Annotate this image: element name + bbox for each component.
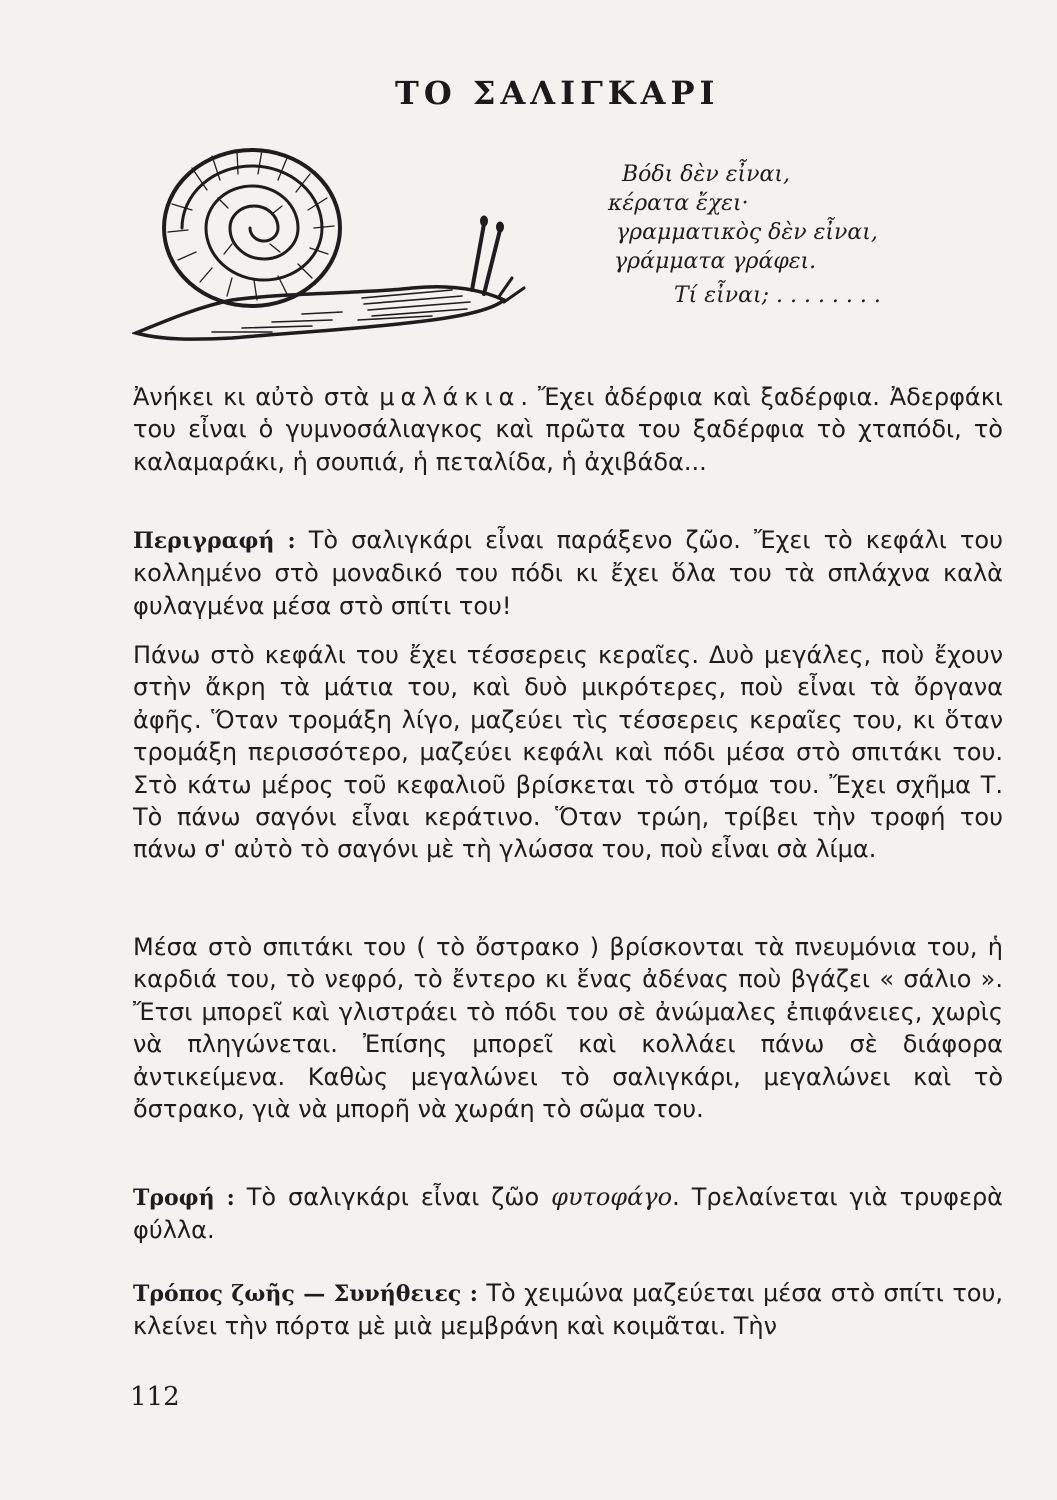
riddle-line: Βόδι δὲν εἶναι, [622,162,790,187]
description-paragraph [133,524,1003,622]
description-paragraph: Μέσα στὸ σπιτάκι του ( τὸ ὄστρακο ) βρίσκονται τὰ πνευμόνια του, ἡ καρδιά του, τὸ νεφρό, τὸ ἔντερο κι ἕνας ἀδένας ποὺ βγάζει « σάλιο ». Ἔτσι μπορεῖ καὶ γλιστράει τὸ πόδι του σὲ ἀνώμαλες ἐπιφάνειες, χωρὶς νὰ πληγώνεται. Ἐπίσης μπορεῖ καὶ κολλάει πάνω σὲ διάφορα ἀντικείμενα. Καθὼς μεγαλώνει τὸ σαλιγκάρι, μεγαλώνει καὶ τὸ ὄστρακο, γιὰ νὰ μπορῆ νὰ χωράη τὸ σῶμα του. [133,933,1003,1124]
lifestyle-paragraph [133,1277,1003,1343]
intro-text: Ἀνήκει κι αὐτὸ στὰ [133,383,380,411]
food-label: Τροφή : [133,1185,235,1211]
description-label: Περιγραφή : [133,528,296,554]
snail-illustration [132,128,532,358]
food-text: . Τρελαίνεται γιὰ τρυφερὰ φύλλα. [133,1183,1004,1245]
riddle-verse [608,160,881,310]
page-title: ΤΟ ΣΑΛΙΓΚΑΡΙ [395,74,720,112]
lifestyle-text: Τὸ χειμώνα μαζεύεται μέσα στὸ σπίτι του, κλείνει τὴν πόρτα μὲ μιὰ μεμβράνη καὶ κοιμᾶται. Τὴν [133,1279,1003,1341]
food-text: Τὸ σαλιγκάρι εἶναι ζῶο [246,1183,552,1211]
riddle-line: κέρατα ἔχει· [608,191,749,216]
page-number: 112 [130,1382,180,1412]
riddle-line: γραμματικὸς δὲν εἶναι, [616,220,878,245]
food-paragraph [133,1181,1003,1247]
description-text: Τὸ σαλιγκάρι εἶναι παράξενο ζῶο. Ἔχει τὸ κεφάλι του κολλημένο στὸ μοναδικό του πόδι κι ἔχει ὅλα του τὰ σπλάχνα καλὰ φυλαγμένα μέσα στὸ σπίτι του! [133,526,1003,620]
lifestyle-label: Τρόπος ζωῆς — Συνήθειες : [133,1281,478,1307]
description-paragraph: Πάνω στὸ κεφάλι του ἔχει τέσσερεις κεραῖες. Δυὸ μεγάλες, ποὺ ἔχουν στὴν ἄκρη τὰ μάτια του, καὶ δυὸ μικρότερες, ποὺ εἶναι τὰ ὄργανα ἀφῆς. Ὅταν τρομάξη λίγο, μαζεύει τὶς τέσσερεις κεραῖες του, κι ὅταν τρομάξη περισσότερο, μαζεύει κεφάλι καὶ πόδι μέσα στὸ σπιτάκι του. Στὸ κάτω μέρος τοῦ κεφαλιοῦ βρίσκεται τὸ στόμα του. Ἔχει σχῆμα Τ. Τὸ πάνω σαγόνι εἶναι κεράτινο. Ὅταν τρώη, τρίβει τὴν τροφή του πάνω σ' αὐτὸ τὸ σαγόνι μὲ τὴ γλώσσα του, ποὺ εἶναι σὰ λίμα. [133,641,1003,864]
intro-paragraph [133,381,1003,478]
intro-emphasis: μαλάκια [379,383,521,411]
intro-text: . Ἔχει ἀδέρφια καὶ ξαδέρφια. Ἀδερφάκι του εἶναι ὁ γυμνοσάλιαγκος καὶ πρῶτα του ξαδέρφια τὸ χταπόδι, τὸ καλαμαράκι, ἡ σουπιά, ἡ πεταλίδα, ἡ ἀχιβάδα... [133,383,1003,476]
riddle-line: γράμματα γράφει. [614,249,817,274]
riddle-question: Τί εἶναι; . . . . . . . . [674,283,881,308]
food-emphasis: φυτοφάγο [551,1183,673,1211]
